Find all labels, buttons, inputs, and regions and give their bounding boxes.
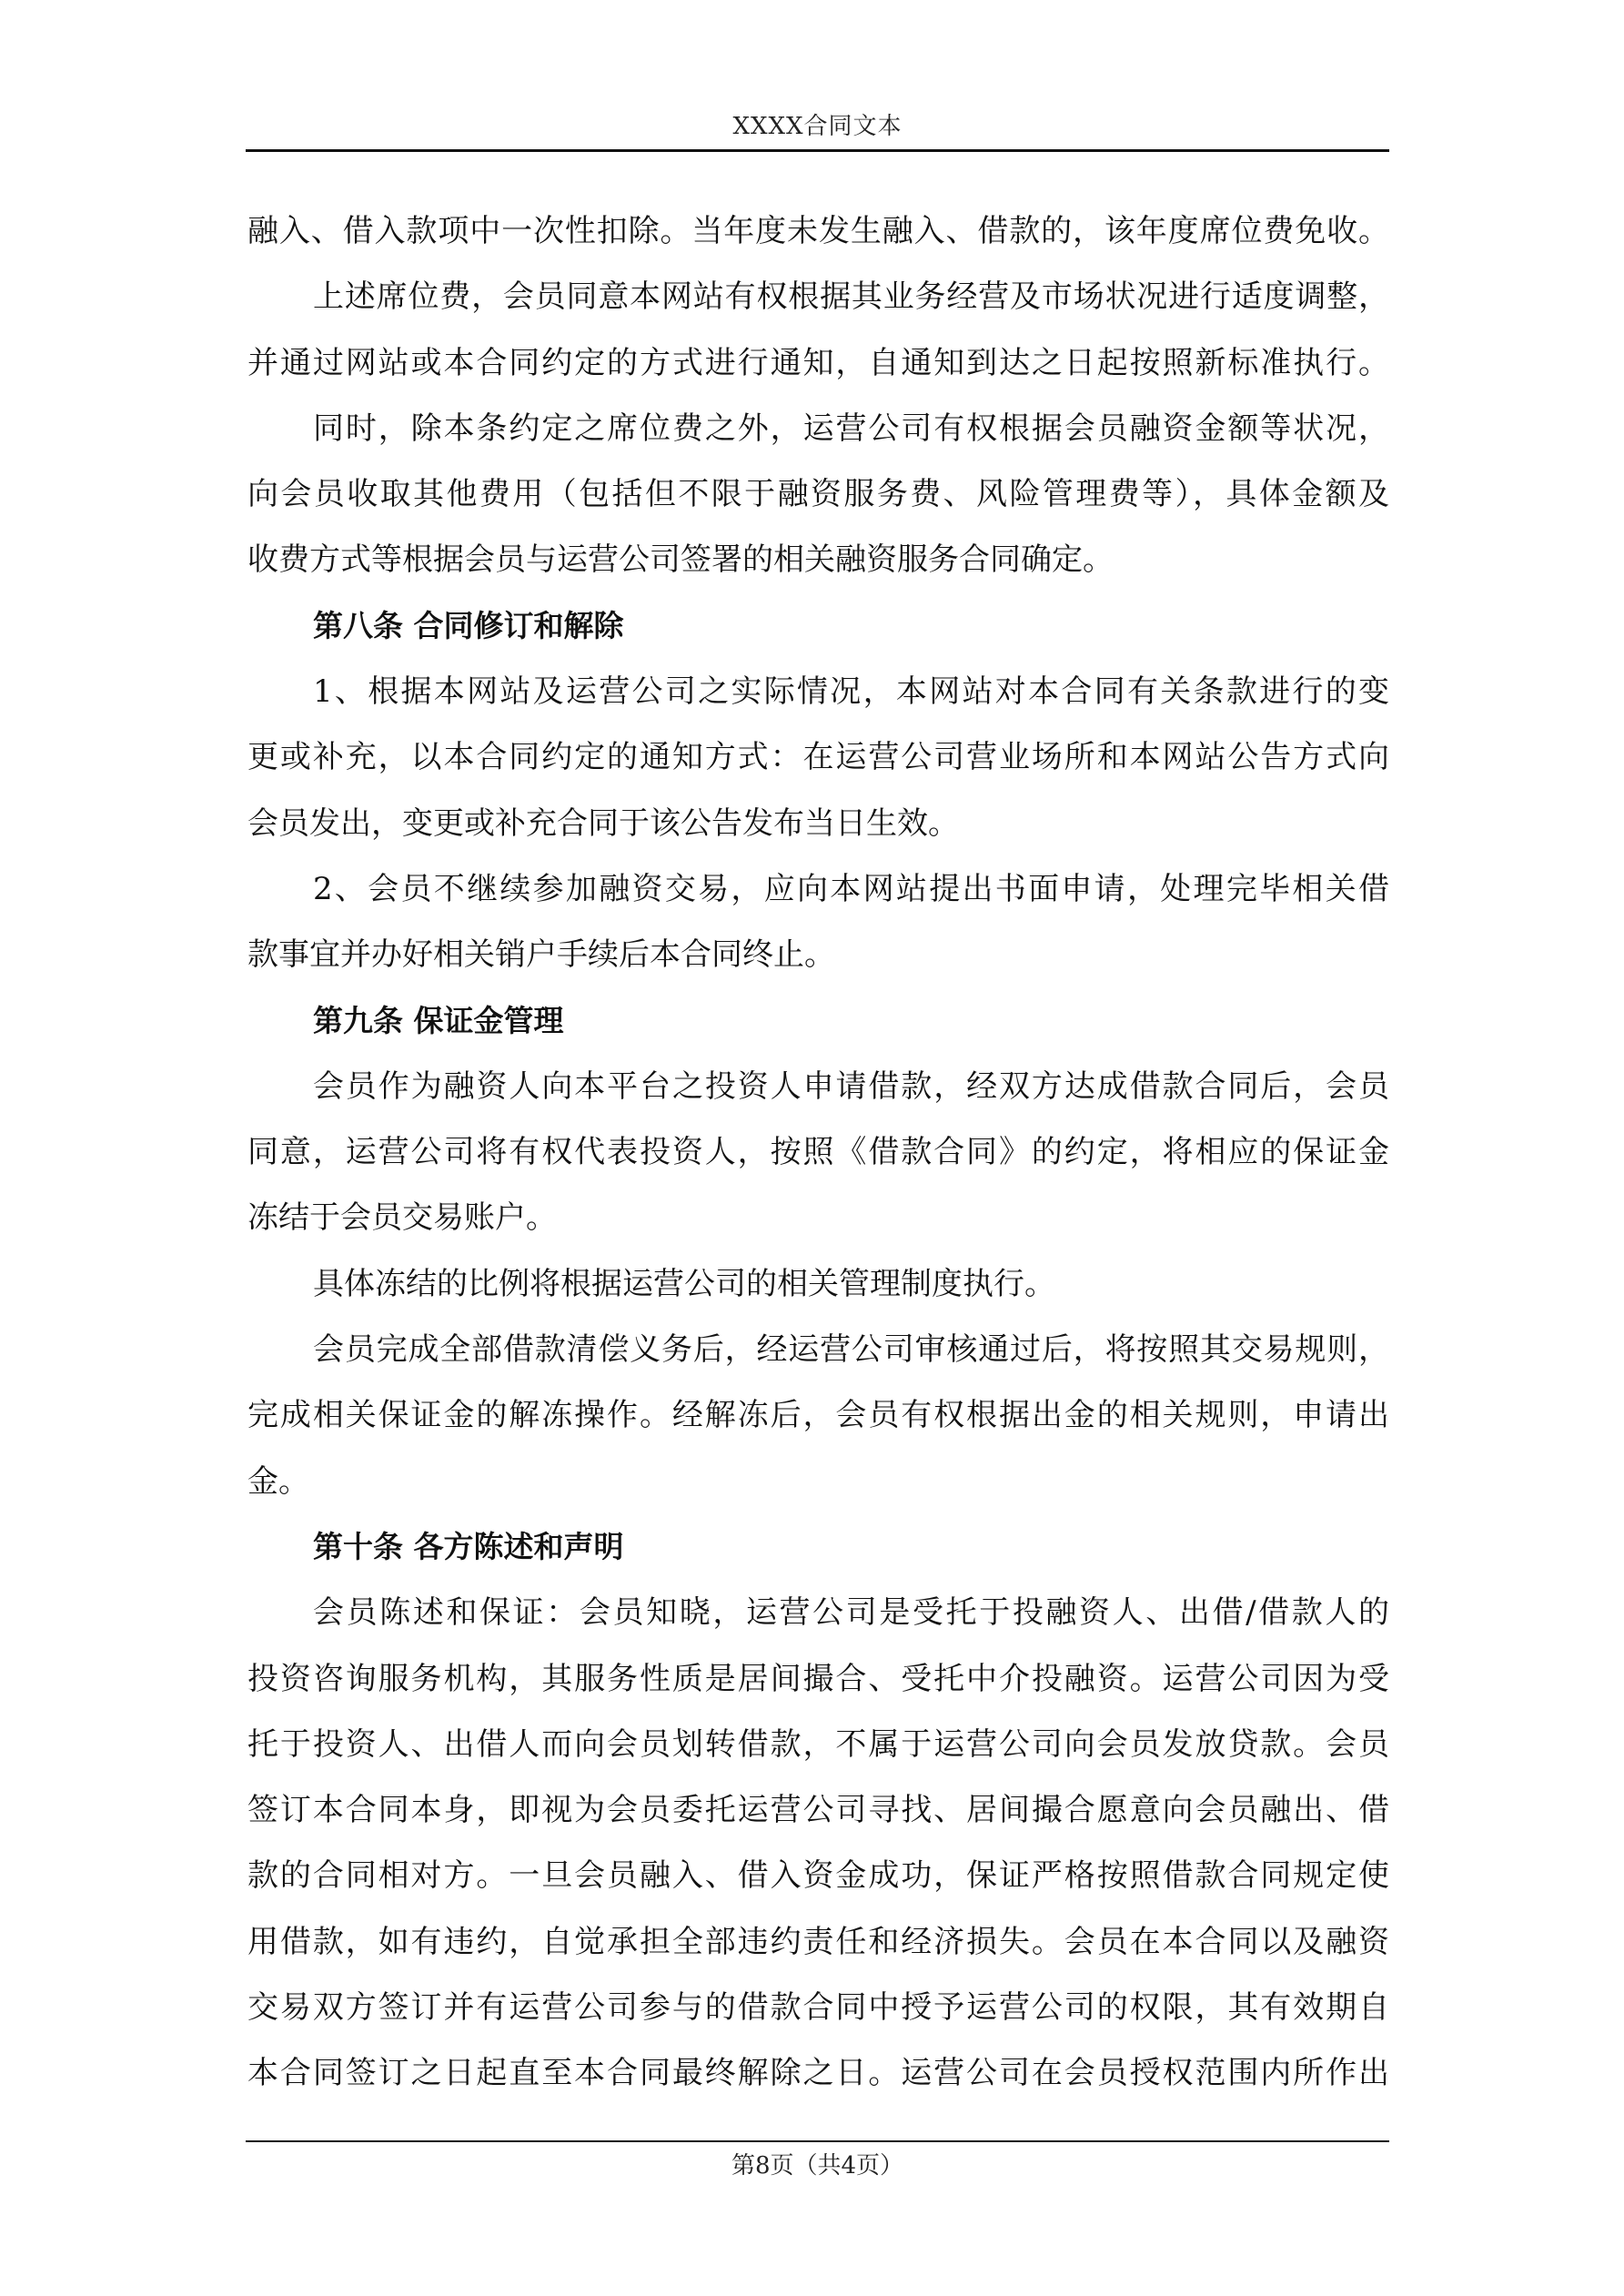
body-line: 冻结于会员交易账户。 bbox=[247, 1199, 557, 1237]
body-line: 具体冻结的比例将根据运营公司的相关管理制度执行。 bbox=[313, 1265, 1055, 1302]
document-body bbox=[247, 204, 1389, 2112]
body-line: 同时，除本条约定之席位费之外，运营公司有权根据会员融资金额等状况， bbox=[313, 410, 1389, 447]
page-number: 第8页（共4页） bbox=[731, 2152, 904, 2180]
section-heading-10: 第十条 各方陈述和声明 bbox=[313, 1528, 624, 1564]
footer-rule bbox=[246, 2140, 1389, 2142]
body-line: 款的合同相对方。一旦会员融入、借入资金成功，保证严格按照借款合同规定使 bbox=[247, 1857, 1389, 1895]
body-line: 本合同签订之日起直至本合同最终解除之日。运营公司在会员授权范围内所作出 bbox=[247, 2055, 1389, 2092]
body-line: 更或补充，以本合同约定的通知方式：在运营公司营业场所和本网站公告方式向 bbox=[247, 739, 1389, 776]
header-title: XXXX合同文本 bbox=[732, 113, 903, 140]
body-line: 收费方式等根据会员与运营公司签署的相关融资服务合同确定。 bbox=[247, 541, 1114, 579]
body-line: 完成相关保证金的解冻操作。经解冻后，会员有权根据出金的相关规则，申请出 bbox=[247, 1397, 1389, 1434]
body-line: 用借款，如有违约，自觉承担全部违约责任和经济损失。会员在本合同以及融资 bbox=[247, 1923, 1389, 1960]
body-line: 款事宜并办好相关销户手续后本合同终止。 bbox=[247, 936, 835, 974]
body-line: 签订本合同本身，即视为会员委托运营公司寻找、居间撮合愿意向会员融出、借 bbox=[247, 1792, 1389, 1829]
body-line: 会员发出，变更或补充合同于该公告发布当日生效。 bbox=[247, 804, 959, 842]
body-line: 向会员收取其他费用（包括但不限于融资服务费、风险管理费等），具体金额及 bbox=[247, 476, 1389, 513]
body-line: 1、根据本网站及运营公司之实际情况，本网站对本合同有关条款进行的变 bbox=[313, 673, 1389, 711]
body-line: 会员作为融资人向本平台之投资人申请借款，经双方达成借款合同后，会员 bbox=[313, 1067, 1389, 1105]
body-line: 上述席位费，会员同意本网站有权根据其业务经营及市场状况进行适度调整， bbox=[313, 278, 1389, 316]
body-line: 融入、借入款项中一次性扣除。当年度未发生融入、借款的，该年度席位费免收。 bbox=[247, 213, 1389, 249]
header-rule bbox=[246, 149, 1389, 152]
body-line: 会员陈述和保证：会员知晓，运营公司是受托于投融资人、出借/借款人的 bbox=[313, 1594, 1389, 1632]
body-line: 并通过网站或本合同约定的方式进行通知，自通知到达之日起按照新标准执行。 bbox=[247, 344, 1389, 381]
section-heading-9: 第九条 保证金管理 bbox=[313, 1002, 564, 1038]
body-line: 交易双方签订并有运营公司参与的借款合同中授予运营公司的权限，其有效期自 bbox=[247, 1989, 1389, 2027]
body-line: 金。 bbox=[247, 1462, 309, 1500]
body-line: 投资咨询服务机构，其服务性质是居间撮合、受托中介投融资。运营公司因为受 bbox=[247, 1660, 1389, 1697]
body-line: 托于投资人、出借人而向会员划转借款，不属于运营公司向会员发放贷款。会员 bbox=[247, 1725, 1389, 1763]
body-line: 会员完成全部借款清偿义务后，经运营公司审核通过后，将按照其交易规则， bbox=[313, 1331, 1389, 1369]
body-line: 同意，运营公司将有权代表投资人，按照《借款合同》的约定，将相应的保证金 bbox=[247, 1134, 1389, 1171]
body-line: 2、会员不继续参加融资交易，应向本网站提出书面申请，处理完毕相关借 bbox=[313, 870, 1389, 907]
section-heading-8: 第八条 合同修订和解除 bbox=[313, 607, 624, 643]
